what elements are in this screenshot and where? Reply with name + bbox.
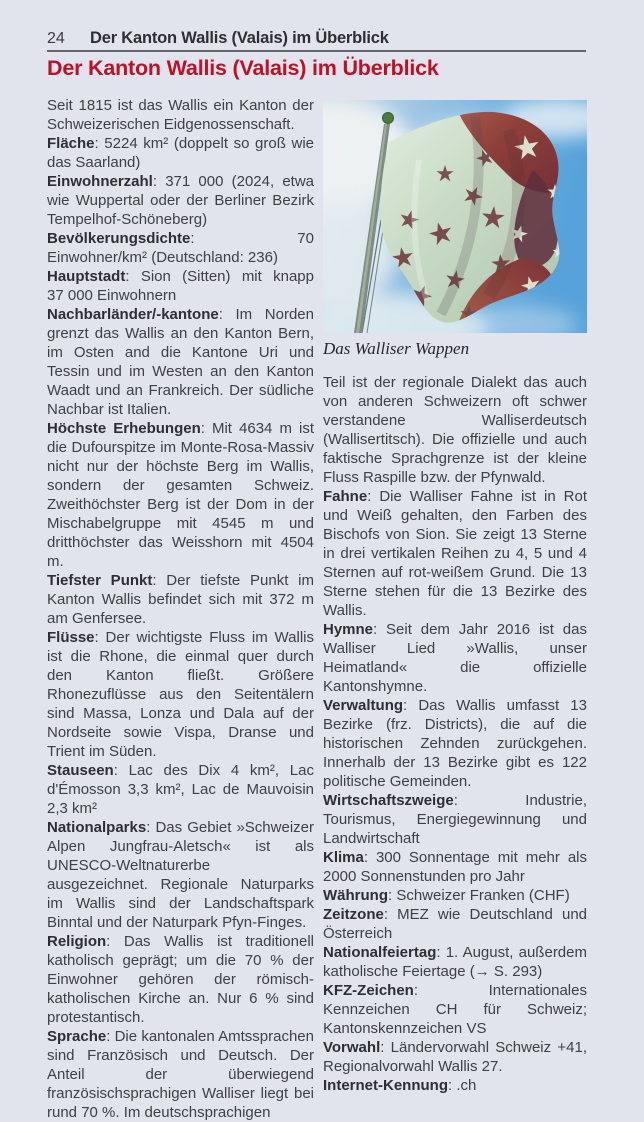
info-text: : 371 000 (2024, etwa wie Wuppertal oder der Berliner Bezirk Tempelhof-Schöneberg) xyxy=(47,173,314,228)
info-paragraph xyxy=(47,571,314,628)
info-label: Nachbarländer/-kantone xyxy=(47,306,219,323)
info-paragraph xyxy=(47,267,314,305)
flag-photo-figure xyxy=(323,100,587,358)
running-title: Der Kanton Wallis (Valais) im Überblick xyxy=(90,29,389,47)
info-label: Zeitzone xyxy=(323,906,384,923)
info-label: Wirtschaftszweige xyxy=(323,792,454,809)
info-paragraph xyxy=(47,761,314,818)
info-text: : Das Gebiet »Schweizer Alpen Jungfrau-Aletsch« ist als UNESCO-Weltnaturerbe ausgezeichnet. Regionale Naturparks im Wallis sind der Landschaftspark Binntal und der Naturpark Pfyn-Finges. xyxy=(47,819,314,931)
info-text: : 70 Einwohner/km² (Deutschland: 236) xyxy=(47,230,314,266)
page-header xyxy=(47,29,587,48)
walliser-flag-photo-svg xyxy=(323,100,587,333)
info-paragraph xyxy=(47,134,314,172)
info-paragraph xyxy=(47,172,314,229)
info-text: : Industrie, Tourismus, Energiegewinnung und Landwirtschaft xyxy=(323,792,587,847)
info-paragraph xyxy=(323,886,587,905)
info-text: : Der wichtigste Fluss im Wallis ist die Rhone, die einmal quer durch den Kanton fließt. Größere Rhonezuflüsse aus den Seitentälern sind Massa, Lonza und Dala auf der Nordseite sowie Vispa, Dranse und Trient im Süden. xyxy=(47,629,314,760)
info-text: : 300 Sonnentage mit mehr als 2000 Sonnenstunden pro Jahr xyxy=(323,849,587,885)
info-text: : Schweizer Franken (CHF) xyxy=(388,887,570,904)
info-text: : 1. August, außerdem katholische Feiertage (→ S. 293) xyxy=(323,944,587,980)
info-paragraph xyxy=(323,1076,587,1095)
info-label: Einwohnerzahl xyxy=(47,173,153,190)
photo-caption: Das Walliser Wappen xyxy=(323,339,470,358)
info-label: Höchste Erhebungen xyxy=(47,420,201,437)
info-text: : Die kantonalen Amtssprachen sind Französisch und Deutsch. Der Anteil der überwiegend französischsprachigen Walliser liegt bei rund 70 %. Im deutschsprachigen xyxy=(47,1028,314,1121)
info-label: Währung xyxy=(323,887,388,904)
info-text: : Das Wallis umfasst 13 Bezirke (frz. Districts), die auf die historischen Zehnden zurückgehen. Innerhalb der 13 Bezirke gibt es 122 politische Gemeinden. xyxy=(323,697,587,790)
info-text: : 5224 km² (doppelt so groß wie das Saarland) xyxy=(47,135,314,171)
info-label: Religion xyxy=(47,933,107,950)
info-paragraph xyxy=(47,96,314,134)
info-label: Stauseen xyxy=(47,762,114,779)
info-paragraph xyxy=(323,981,587,1038)
info-paragraph xyxy=(323,620,587,696)
info-paragraph xyxy=(47,818,314,932)
info-paragraph xyxy=(323,1038,587,1076)
info-text: : Mit 4634 m ist die Dufourspitze im Monte-Rosa-Massiv nicht nur der höchste Berg im Wallis, sondern der gesamten Schweiz. Zweithöchster Berg ist der Dom in der Mischabelgruppe mit 4545 m und dritthöchster das Weisshorn mit 4504 m. xyxy=(47,420,314,570)
info-text: Teil ist der regionale Dialekt das auch von anderen Schweizern oft schwer verstandene Walliserdeutsch (Wallisertitsch). Die offizielle und auch faktische Sprachgrenze ist der kleine Fluss Raspille bzw. der Pfynwald. xyxy=(323,374,587,486)
info-text: : Seit dem Jahr 2016 ist das Walliser Lied »Wallis, unser Heimatland« die offizielle Kantonshymne. xyxy=(323,621,587,695)
info-label: Sprache xyxy=(47,1028,107,1045)
info-text: : Internationales Kennzeichen CH für Schweiz; Kantonskennzeichen VS xyxy=(323,982,587,1037)
info-paragraph xyxy=(47,419,314,571)
info-label: Fahne xyxy=(323,488,368,505)
info-paragraph xyxy=(323,696,587,791)
info-paragraph xyxy=(323,373,587,487)
info-text: : Ländervorwahl Schweiz +41, Regionalvorwahl Wallis 27. xyxy=(323,1039,587,1075)
info-label: Nationalfeiertag xyxy=(323,944,437,961)
info-label: Bevölkerungsdichte xyxy=(47,230,191,247)
info-label: Nationalparks xyxy=(47,819,147,836)
info-paragraph xyxy=(47,305,314,419)
header-rule xyxy=(47,50,586,52)
info-label: Vorwahl xyxy=(323,1039,381,1056)
info-paragraph xyxy=(47,1027,314,1122)
info-label: Flüsse xyxy=(47,629,95,646)
right-column xyxy=(323,100,587,1095)
info-paragraph xyxy=(323,905,587,943)
flag-photo xyxy=(323,100,587,333)
page-title: Der Kanton Wallis (Valais) im Überblick xyxy=(47,56,439,80)
info-paragraph xyxy=(323,791,587,848)
info-label: Hauptstadt xyxy=(47,268,126,285)
info-text: : Der tiefste Punkt im Kanton Wallis befindet sich mit 372 m am Genfersee. xyxy=(47,572,314,627)
info-text: : Das Wallis ist traditionell katholisch geprägt; um die 70 % der Einwohner gehören der römisch-katholischen Kirche an. Nur 6 % sind protestantisch. xyxy=(47,933,314,1026)
info-text: : Sion (Sitten) mit knapp 37 000 Einwohnern xyxy=(47,268,314,304)
info-label: KFZ-Zeichen xyxy=(323,982,414,999)
page-number: 24 xyxy=(47,30,65,47)
info-paragraph xyxy=(47,628,314,761)
info-text: : MEZ wie Deutschland und Österreich xyxy=(323,906,587,942)
info-label: Klima xyxy=(323,849,364,866)
left-column xyxy=(47,96,314,1122)
info-label: Hymne xyxy=(323,621,374,638)
info-text: : Die Walliser Fahne ist in Rot und Weiß gehalten, den Farben des Bischofs von Sion. Sie zeigt 13 Sterne in drei vertikalen Reihen zu 4, 5 und 4 Sternen auf rot-weißem Grund. Die 13 Sterne stehen für die 13 Bezirke des Wallis. xyxy=(323,488,587,619)
info-text: : .ch xyxy=(448,1077,477,1094)
info-label: Fläche xyxy=(47,135,95,152)
info-label: Tiefster Punkt xyxy=(47,572,153,589)
info-paragraph xyxy=(323,848,587,886)
info-paragraph xyxy=(323,487,587,620)
info-paragraph xyxy=(323,943,587,981)
info-paragraph xyxy=(47,932,314,1027)
info-text: : Lac des Dix 4 km², Lac d'Émosson 3,3 km², Lac de Mauvoisin 2,3 km² xyxy=(47,762,314,817)
info-paragraph xyxy=(47,229,314,267)
pole-finial xyxy=(383,113,394,124)
right-column-text xyxy=(323,373,587,1095)
info-label: Verwaltung xyxy=(323,697,404,714)
info-text: Seit 1815 ist das Wallis ein Kanton der Schweizerischen Eidgenossenschaft. xyxy=(47,97,314,133)
info-text: : Im Norden grenzt das Wallis an den Kanton Bern, im Osten and die Kantone Uri und Tessin und im Westen an den Kanton Waadt und an Frankreich. Der südliche Nachbar ist Italien. xyxy=(47,306,314,418)
info-label: Internet-Kennung xyxy=(323,1077,448,1094)
